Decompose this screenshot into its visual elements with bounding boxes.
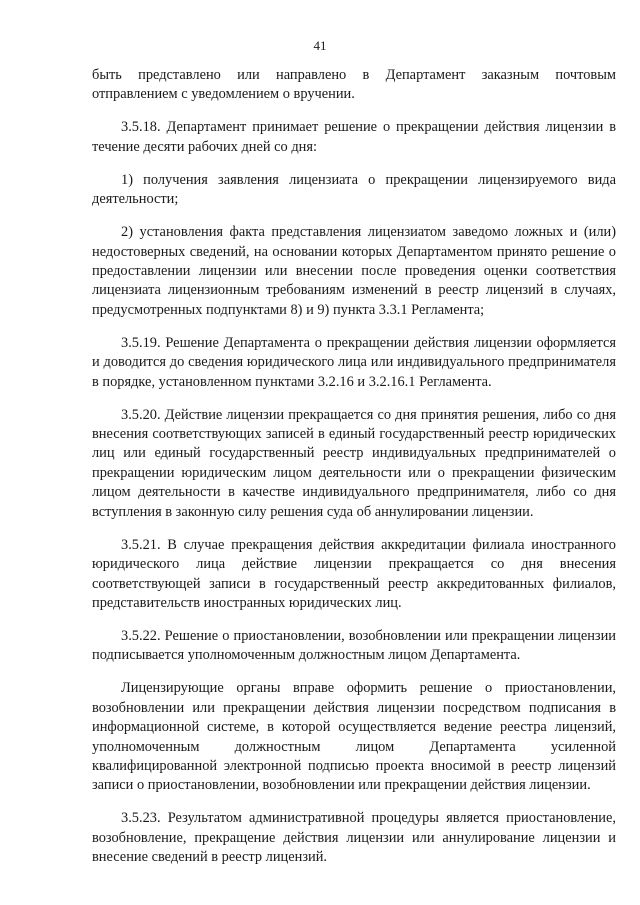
page-number: 41 — [313, 38, 327, 53]
paragraph-licensing-authorities: Лицензирующие органы вправе оформить решение о приостановлении, возобновлении или прекращении действия лицензии посредством подписания в информационной системе, в которой осуществляется ведение реестра лицензий, уполномоченным должностным лицом Департамента усиленной квалифицированной электронной подписью проекта вносимой в реестр лицензий записи о приостановлении, возобновлении или прекращении действия лицензии. — [92, 680, 616, 794]
paragraph-3-5-18: 3.5.18. Департамент принимает решение о прекращении действия лицензии в течение десяти рабочих дней со дня: — [92, 119, 616, 155]
paragraph-item-1: 1) получения заявления лицензиата о прекращении лицензируемого вида деятельности; — [92, 171, 616, 208]
paragraph-3-5-22: 3.5.22. Решение о приостановлении, возобновлении или прекращении лицензии подписывается уполномоченным должностным лицом Департамента. — [92, 627, 616, 664]
paragraph-3-5-19: 3.5.19. Решение Департамента о прекращении действия лицензии оформляется и доводится до сведения юридического лица или индивидуального предпринимателя в порядке, установленном пунктами 3.2.16 и 3.2.16.1 Регламента. — [92, 334, 616, 390]
body-text — [92, 66, 616, 868]
paragraph-item-2: 2) установления факта представления лицензиатом заведомо ложных и (или) недостоверных сведений, на основании которых Департаментом принято решение о предоставлении лицензии или внесении после проведения оценки соответствия лицензиата лицензионным требованиям изменений в реестр лицензий в случаях, предусмотренных подпунктами 8) и 9) пункта 3.3.1 Регламента; — [92, 224, 616, 318]
paragraph-3-5-23: 3.5.23. Результатом административной процедуры является приостановление, возобновление, прекращение действия лицензии или аннулирование лицензии и внесение сведений в реестр лицензий. — [92, 810, 616, 866]
paragraph-continuation: быть представлено или направлено в Департамент заказным почтовым отправлением с уведомлением о вручении. — [92, 67, 616, 103]
paragraph-3-5-20: 3.5.20. Действие лицензии прекращается со дня принятия решения, либо со дня внесения соответствующих записей в единый государственный реестр юридических лиц или единый государственный реестр индивидуальных предпринимателей о прекращении юридическим лицом деятельности или о прекращении физическим лицом деятельности в качестве индивидуального предпринимателя, либо со дня вступления в законную силу решения суда об аннулировании лицензии. — [92, 406, 616, 520]
paragraph-3-5-21: 3.5.21. В случае прекращения действия аккредитации филиала иностранного юридического лица действие лицензии прекращается со дня внесения соответствующей записи в государственный реестр аккредитованных филиалов, представительств иностранных юридических лиц. — [92, 536, 616, 611]
